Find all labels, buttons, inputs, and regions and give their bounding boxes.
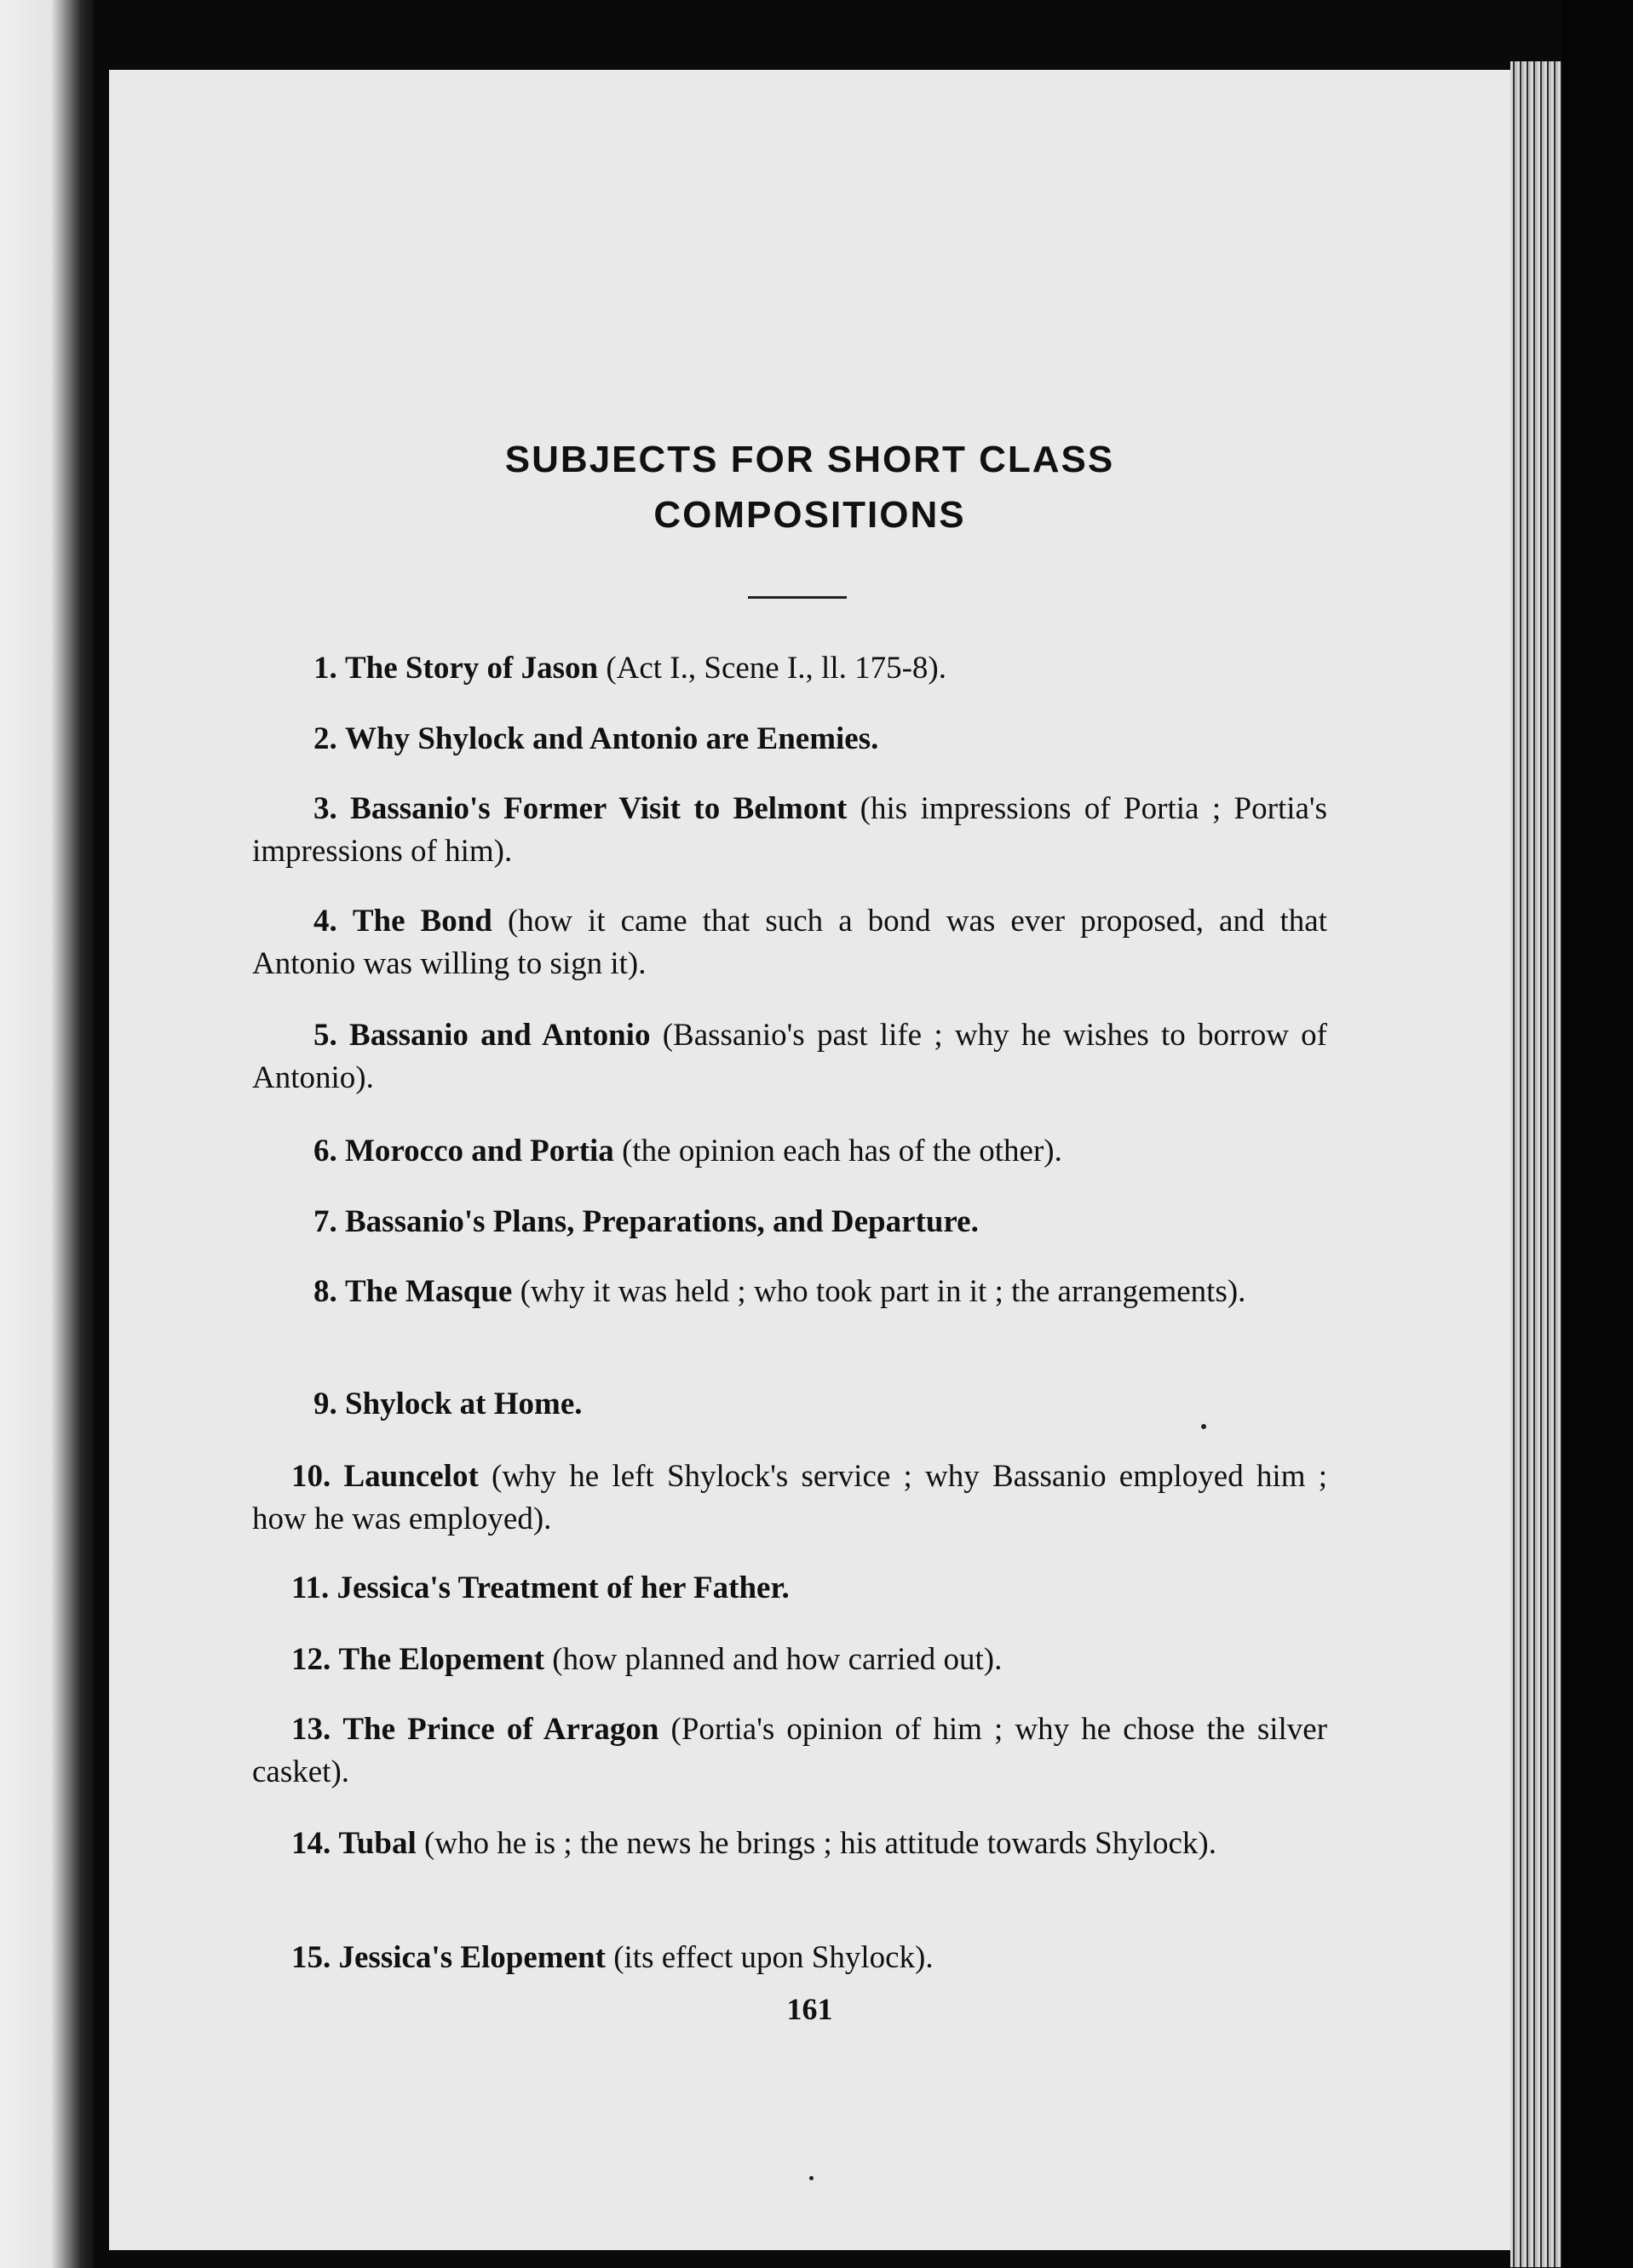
item-number: 12. [291,1642,331,1677]
subject-item-12 [252,1639,1327,1681]
right-page-edges [1510,61,1561,2267]
subject-item-9 [252,1383,1327,1426]
item-heading: Launcelot [343,1459,479,1494]
item-number: 3. [313,791,337,826]
subject-item-5 [252,1014,1327,1100]
item-detail: (the opinion each has of the other). [613,1134,1062,1168]
subject-item-1 [252,647,1327,690]
item-heading: The Story of Jason [345,651,599,686]
subject-item-15 [252,1937,1327,1979]
left-binding-shadow [0,0,94,2268]
item-heading: The Elopement [338,1642,545,1677]
item-number: 6. [313,1134,337,1168]
item-detail: (how it came that such a bond was ever proposed, and that Antonio was willing to sign it). [252,904,1327,981]
title-rule [748,596,847,599]
subject-item-4 [252,900,1327,985]
item-heading: Jessica's Treatment of her Father. [336,1570,790,1605]
item-heading: Bassanio's Former Visit to Belmont [350,791,848,826]
subject-item-11 [252,1567,1327,1610]
item-heading: Why Shylock and Antonio are Enemies. [345,721,879,756]
item-detail: (why he left Shylock's service ; why Bassanio employed him ; how he was employed). [252,1459,1327,1536]
item-number: 9. [313,1387,337,1421]
page-title-line-2: COMPOSITIONS [653,494,966,536]
subject-item-13 [252,1708,1327,1794]
print-speck [809,2176,814,2180]
item-heading: Bassanio's Plans, Preparations, and Departure. [345,1204,979,1239]
item-heading: Shylock at Home. [345,1387,583,1421]
item-detail: (who he is ; the news he brings ; his attitude towards Shylock). [416,1826,1216,1861]
page-title-line-1: SUBJECTS FOR SHORT CLASS [504,439,1115,480]
page-number: 161 [786,1992,833,2026]
item-heading: Tubal [338,1826,417,1861]
item-detail: (Act I., Scene I., ll. 175-8). [598,651,946,686]
item-number: 4. [313,904,337,939]
item-detail: (its effect upon Shylock). [605,1940,934,1975]
item-detail: (Bassanio's past life ; why he wishes to borrow of Antonio). [252,1018,1327,1095]
item-number: 13. [291,1712,331,1747]
subject-item-6 [252,1130,1327,1173]
item-detail: (Portia's opinion of him ; why he chose the silver casket). [252,1712,1328,1789]
right-background [1561,0,1633,2268]
item-heading: Jessica's Elopement [338,1940,606,1975]
item-detail: (why it was held ; who took part in it ; the arrangements). [512,1274,1246,1309]
item-heading: The Masque [345,1274,513,1309]
item-number: 1. [313,651,337,686]
subject-item-7 [252,1201,1327,1243]
subject-item-10 [252,1456,1327,1541]
subject-item-2 [252,718,1327,761]
item-heading: Morocco and Portia [345,1134,614,1168]
subject-item-14 [252,1823,1327,1865]
item-detail: (how planned and how carried out). [544,1642,1003,1677]
item-heading: The Bond [352,904,492,939]
subject-item-3 [252,788,1327,873]
item-heading: Bassanio and Antonio [349,1018,651,1053]
item-number: 14. [291,1826,331,1861]
item-number: 5. [313,1018,337,1053]
item-number: 7. [313,1204,337,1239]
item-detail: (his impressions of Portia ; Portia's impressions of him). [252,791,1327,869]
item-number: 2. [313,721,337,756]
subject-item-8 [252,1271,1327,1313]
item-number: 8. [313,1274,337,1309]
item-number: 15. [291,1940,331,1975]
item-number: 10. [291,1459,331,1494]
item-heading: The Prince of Arragon [342,1712,659,1747]
print-speck [1201,1424,1206,1429]
item-number: 11. [291,1570,330,1605]
